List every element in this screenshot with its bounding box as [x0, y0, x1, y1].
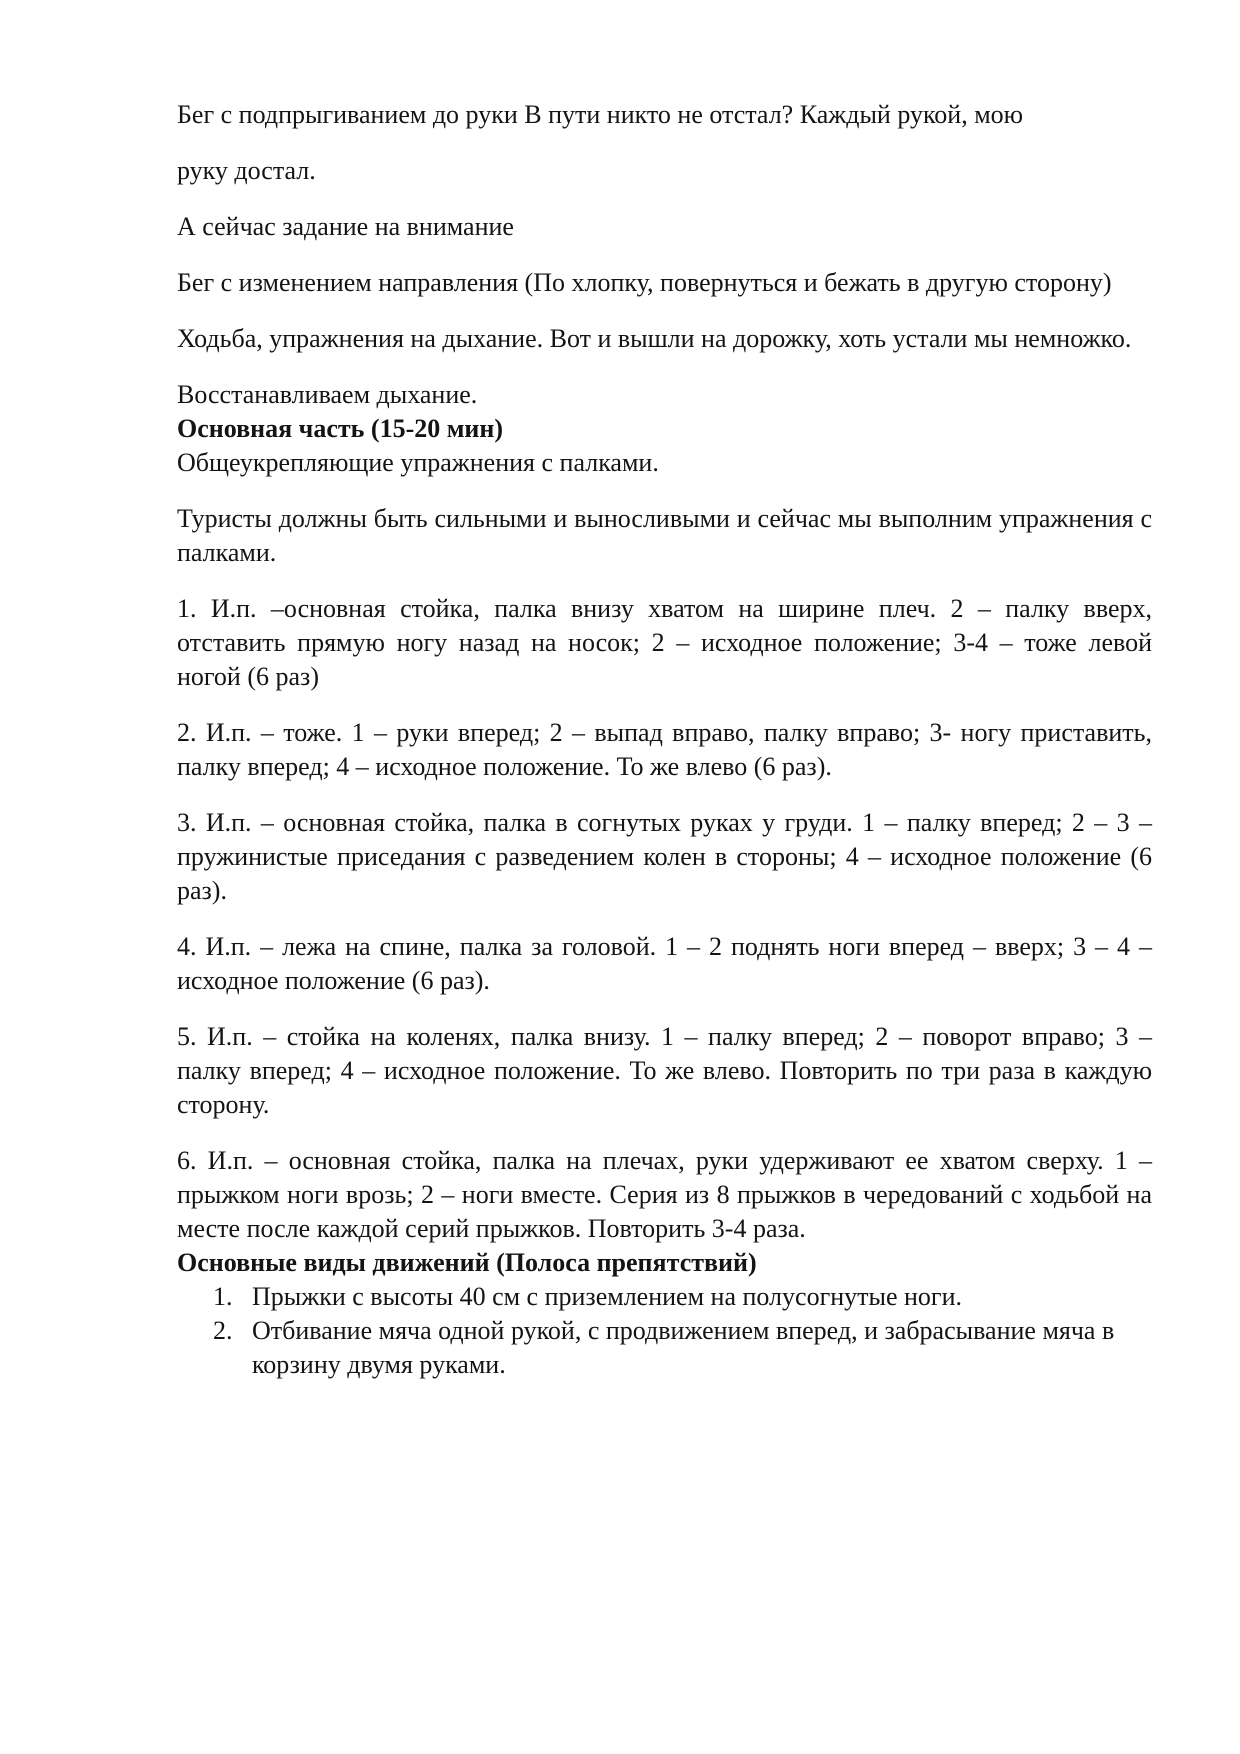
intro-paragraph-5: Ходьба, упражнения на дыхание. Вот и вышли на дорожку, хоть устали мы немножко.	[177, 324, 1132, 353]
intro-paragraph-1: Бег с подпрыгиванием до руки В пути никто не отстал? Каждый рукой, мою	[177, 100, 1024, 129]
list-item	[177, 1280, 1152, 1314]
list-item-text: Прыжки с высоты 40 см с приземлением на полусогнутые ноги.	[252, 1282, 963, 1311]
exercise-paragraph: 5. И.п. – стойка на коленях, палка внизу. 1 – палку вперед; 2 – поворот вправо; 3 – палку вперед; 4 – исходное положение. То же влево. Повторить по три раза в каждую сторону.	[177, 1022, 1152, 1119]
exercise-paragraph: 2. И.п. – тоже. 1 – руки вперед; 2 – выпад вправо, палку вправо; 3- ногу приставить, палку вперед; 4 – исходное положение. То же влево (6 раз).	[177, 718, 1152, 781]
exercise-paragraph: 1. И.п. –основная стойка, палка внизу хватом на ширине плеч. 2 – палку вверх, отставить прямую ногу назад на носок; 2 – исходное положение; 3-4 – тоже левой ногой (6 раз)	[177, 594, 1152, 691]
main-part-heading: Основная часть (15-20 мин)	[177, 414, 504, 443]
intro-paragraph-2: руку достал.	[177, 156, 316, 185]
list-item	[177, 1314, 1152, 1382]
list-item-number: 1.	[213, 1282, 233, 1311]
document-page	[177, 98, 1152, 1382]
intro-paragraph-3: А сейчас задание на внимание	[177, 212, 514, 241]
movements-heading: Основные виды движений (Полоса препятствий)	[177, 1248, 757, 1277]
list-item-text: Отбивание мяча одной рукой, с продвижением вперед, и забрасывание мяча в корзину двумя руками.	[252, 1316, 1115, 1379]
intro-paragraph-6: Восстанавливаем дыхание.	[177, 380, 478, 409]
intro-paragraph-4: Бег с изменением направления (По хлопку, повернуться и бежать в другую сторону)	[177, 268, 1112, 297]
main-part-intro: Туристы должны быть сильными и выносливыми и сейчас мы выполним упражнения с палками.	[177, 504, 1152, 567]
exercise-paragraph: 6. И.п. – основная стойка, палка на плечах, руки удерживают ее хватом сверху. 1 – прыжком ноги врозь; 2 – ноги вместе. Серия из 8 прыжков в чередований с ходьбой на месте после каждой серий прыжков. Повторить 3-4 раза.	[177, 1146, 1152, 1243]
list-item-number: 2.	[213, 1316, 233, 1345]
exercise-paragraph: 3. И.п. – основная стойка, палка в согнутых руках у груди. 1 – палку вперед; 2 – 3 –пружинистые приседания с разведением колен в стороны; 4 – исходное положение (6 раз).	[177, 808, 1152, 905]
main-part-subheading: Общеукрепляющие упражнения с палками.	[177, 448, 659, 477]
exercise-paragraph: 4. И.п. – лежа на спине, палка за головой. 1 – 2 поднять ноги вперед – вверх; 3 – 4 – исходное положение (6 раз).	[177, 932, 1152, 995]
movements-list	[177, 1280, 1152, 1382]
